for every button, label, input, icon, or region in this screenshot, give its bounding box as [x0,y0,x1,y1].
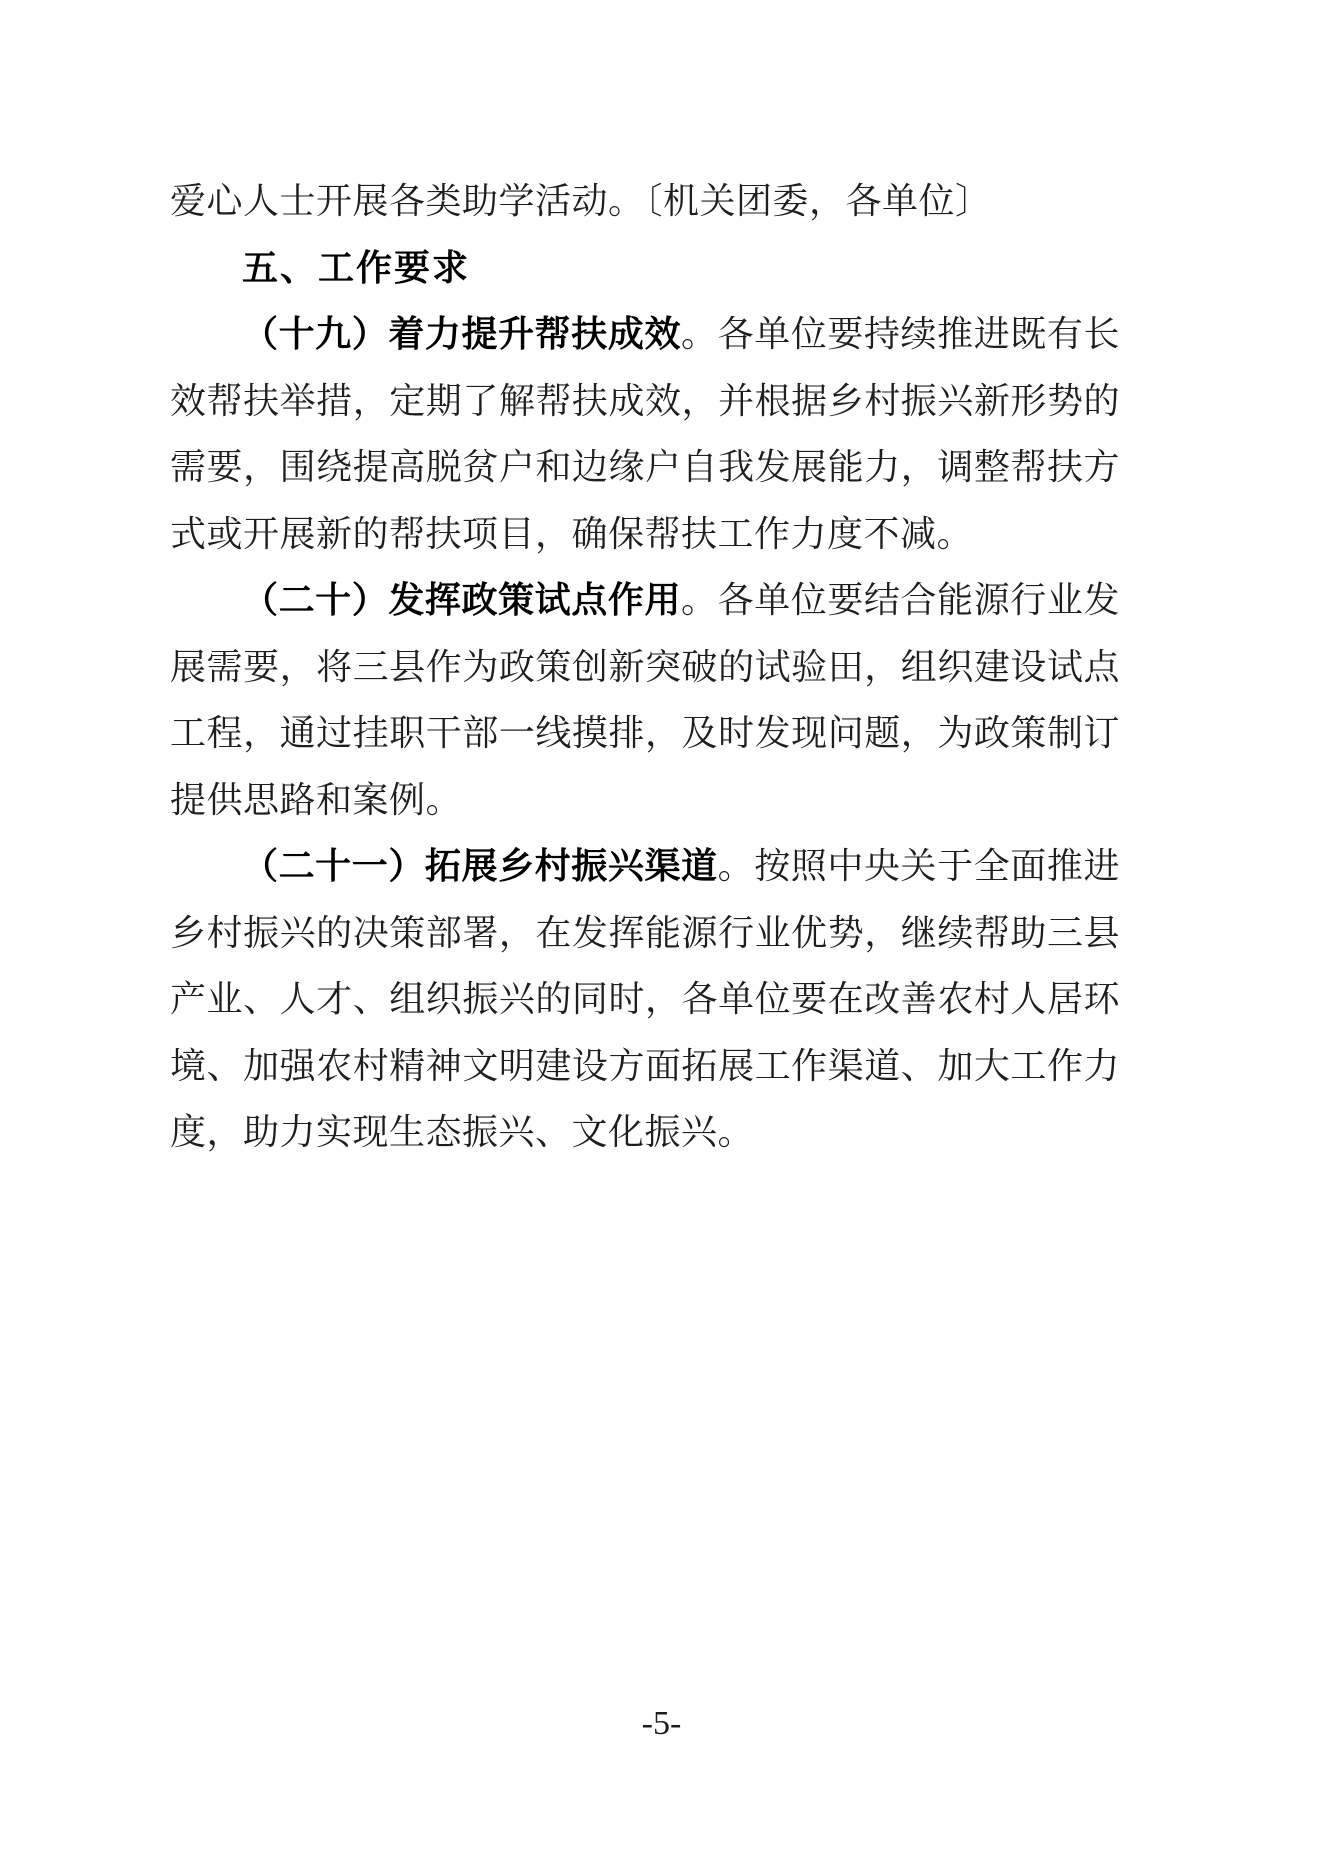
document-line [170,1033,1120,1100]
document-line [170,301,1120,368]
body-text: 产业、人才、组织振兴的同时，各单位要在改善农村人居环 [170,979,1120,1019]
body-text: 。各单位要持续推进既有长 [681,314,1120,354]
body-text: 度，助力实现生态振兴、文化振兴。 [170,1112,755,1152]
body-text: 效帮扶举措，定期了解帮扶成效，并根据乡村振兴新形势的 [170,380,1120,421]
emphasis-text: （二十一）拓展乡村振兴渠道 [242,846,718,886]
document-line [170,700,1120,767]
document-line [170,767,1120,834]
body-text: 展需要，将三县作为政策创新突破的试验田，组织建设试点 [170,646,1120,687]
body-text: 乡村振兴的决策部署，在发挥能源行业优势，继续帮助三县 [170,912,1120,953]
page-number: -5- [641,1705,682,1742]
body-text: 境、加强农村精神文明建设方面拓展工作渠道、加大工作力 [170,1045,1120,1086]
page-footer [0,1705,1323,1743]
document-line [170,966,1120,1033]
document-line [170,900,1120,967]
body-text: 提供思路和案例。 [170,779,463,820]
body-text: 需要，围绕提高脱贫户和边缘户自我发展能力，调整帮扶方 [170,447,1120,487]
body-text: 工程，通过挂职干部一线摸排，及时发现问题，为政策制订 [170,713,1120,753]
emphasis-text: （十九）着力提升帮扶成效 [242,314,682,354]
document-line [170,368,1120,435]
emphasis-text: （二十）发挥政策试点作用 [242,580,682,620]
body-text: 。按照中央关于全面推进 [717,846,1120,886]
emphasis-text: 五、工作要求 [242,246,471,288]
document-line [170,168,1120,235]
section-heading [170,235,1120,302]
document-line [170,501,1120,568]
document-line [170,1099,1120,1166]
body-text: 爱心人士开展各类助学活动。〔机关团委，各单位〕 [170,181,992,221]
document-body [170,168,1120,1166]
body-text: 。各单位要结合能源行业发 [681,580,1120,620]
document-line [170,634,1120,701]
document-line [170,434,1120,501]
document-line [170,567,1120,634]
body-text: 式或开展新的帮扶项目，确保帮扶工作力度不减。 [170,513,974,554]
document-line [170,833,1120,900]
